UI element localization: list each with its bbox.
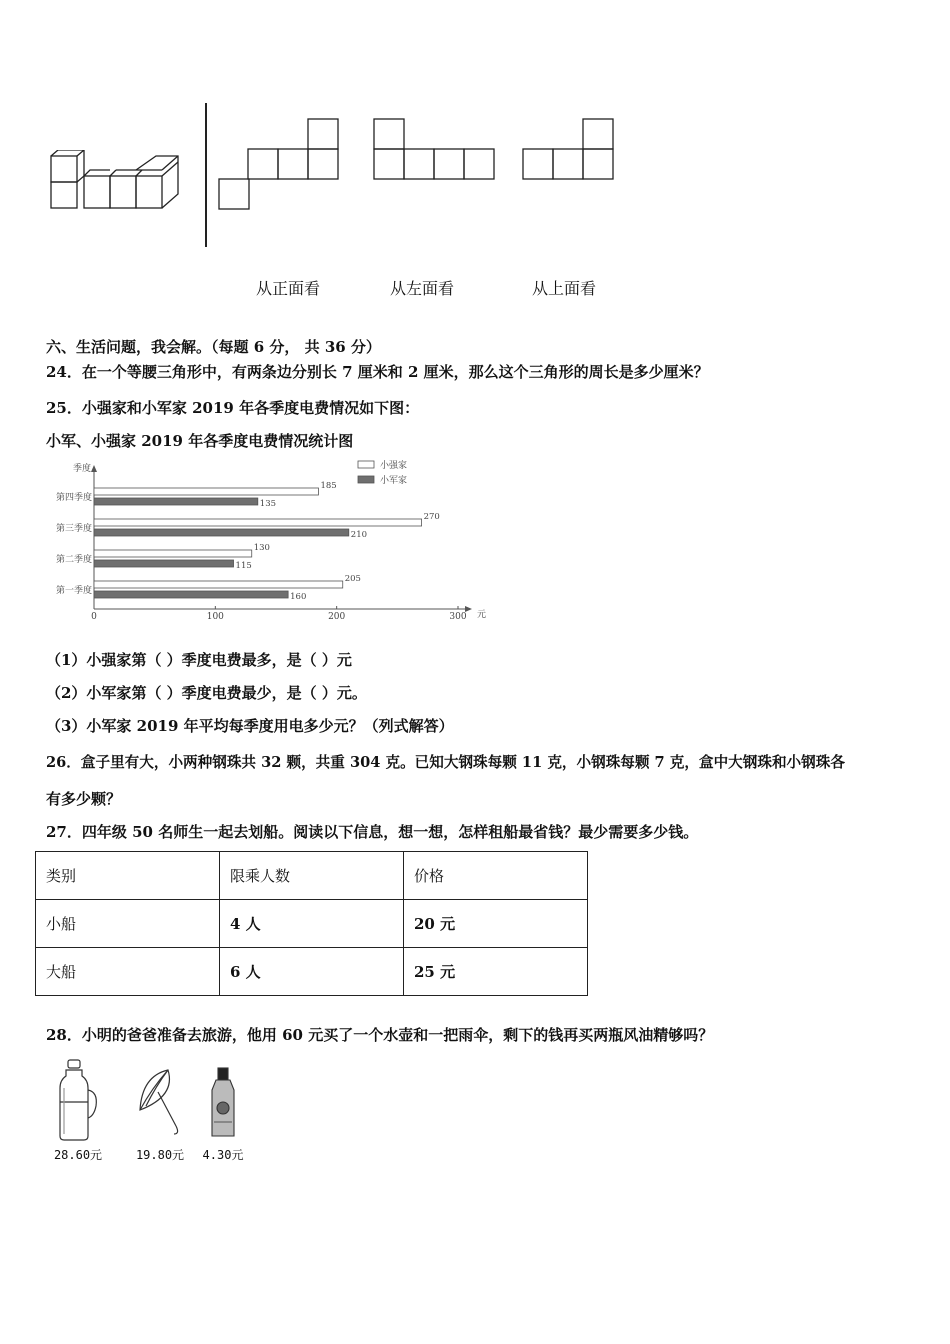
category-label: 第二季度 — [55, 555, 92, 565]
table-header-cell: 类别 — [36, 852, 220, 900]
top-view-grid — [522, 118, 616, 180]
section-heading: 六、生活问题，我会解。（每题 6 分， 共 36 分） — [46, 338, 381, 356]
data-label: 115 — [235, 561, 252, 571]
table-cell: 6 人 — [220, 948, 404, 996]
boat-table-wrap — [35, 851, 588, 996]
table-cell: 大船 — [36, 948, 220, 996]
category-label: 第四季度 — [55, 493, 92, 503]
kettle-item — [50, 1058, 106, 1163]
question-26-line1: 26．盒子里有大，小两种钢珠共 32 颗，共重 304 克。已知大钢珠每颗 11 克，小钢珠每颗 7 克，盒中大钢珠和小钢珠各 — [46, 754, 845, 771]
bar — [94, 488, 318, 495]
umbrella-item — [132, 1066, 188, 1163]
cube-stack-figure — [46, 150, 186, 214]
bar — [94, 591, 288, 598]
x-tick-label: 100 — [206, 612, 224, 622]
question-25-sub2: （2）小军家第（ ）季度电费最少，是（ ）元。 — [46, 684, 367, 702]
bar — [94, 519, 422, 526]
table-cell: 20 元 — [404, 900, 588, 948]
table-row — [36, 948, 588, 996]
left-view-label: 从左面看 — [390, 279, 455, 298]
bar — [94, 560, 234, 567]
x-tick-label: 200 — [328, 612, 346, 622]
oil-bottle-item — [198, 1066, 248, 1163]
chart-svg — [46, 456, 516, 626]
legend-label: 小军家 — [380, 476, 408, 486]
table-row — [36, 900, 588, 948]
data-label: 135 — [259, 499, 277, 509]
umbrella-price: 19.80元 — [135, 1148, 185, 1162]
bar — [94, 529, 349, 536]
question-28: 28．小明的爸爸准备去旅游，他用 60 元买了一个水壶和一把雨伞，剩下的钱再买两瓶风油精够吗？ — [46, 1026, 714, 1044]
boat-table — [35, 851, 588, 996]
category-label: 第三季度 — [55, 524, 92, 534]
table-cell: 25 元 — [404, 948, 588, 996]
y-axis-arrow — [91, 465, 97, 472]
electricity-bar-chart — [46, 456, 516, 630]
data-label: 130 — [253, 543, 270, 553]
table-header-cell: 价格 — [404, 852, 588, 900]
bar — [94, 550, 252, 557]
question-25-sub1: （1）小强家第（ ）季度电费最多，是（ ）元 — [46, 651, 352, 669]
table-header-cell: 限乘人数 — [220, 852, 404, 900]
x-tick-label: 0 — [91, 612, 97, 622]
front-view-grid — [218, 118, 340, 210]
front-view-label: 从正面看 — [256, 279, 321, 298]
kettle-price: 28.60元 — [53, 1148, 103, 1162]
question-24: 24．在一个等腰三角形中，有两条边分别长 7 厘米和 2 厘米，那么这个三角形的周长是多少厘米？ — [46, 363, 709, 381]
oil-bottle-price: 4.30元 — [202, 1148, 244, 1162]
question-25-intro: 25．小强家和小军家 2019 年各季度电费情况如下图： — [46, 399, 420, 417]
x-tick-label: 300 — [449, 612, 467, 622]
question-25-sub3: （3）小军家 2019 年平均每季度用电多少元？（列式解答） — [46, 717, 454, 735]
oil-bottle-icon — [198, 1066, 248, 1142]
bar — [94, 581, 343, 588]
data-label: 185 — [320, 481, 337, 491]
legend-swatch — [358, 476, 374, 483]
category-label: 第一季度 — [55, 586, 92, 596]
left-view-grid — [373, 118, 497, 180]
data-label: 210 — [350, 530, 368, 540]
bar — [94, 498, 258, 505]
table-cell: 4 人 — [220, 900, 404, 948]
data-label: 205 — [344, 574, 361, 584]
y-axis-label: 季度 — [72, 464, 91, 474]
kettle-icon — [50, 1058, 106, 1142]
legend-label: 小强家 — [380, 461, 408, 471]
question-26-line2: 有多少颗？ — [46, 790, 122, 808]
x-axis-label: 元 — [477, 610, 487, 620]
divider-line — [205, 103, 207, 247]
table-header-row — [36, 852, 588, 900]
legend-swatch — [358, 461, 374, 468]
chart-title: 小军、小强家 2019 年各季度电费情况统计图 — [46, 432, 354, 450]
question-27: 27．四年级 50 名师生一起去划船。阅读以下信息，想一想，怎样租船最省钱？最少需要多少钱。 — [46, 823, 699, 841]
data-label: 270 — [423, 512, 440, 522]
top-view-label: 从上面看 — [532, 279, 597, 298]
umbrella-icon — [132, 1066, 188, 1142]
data-label: 160 — [290, 592, 307, 602]
table-cell: 小船 — [36, 900, 220, 948]
